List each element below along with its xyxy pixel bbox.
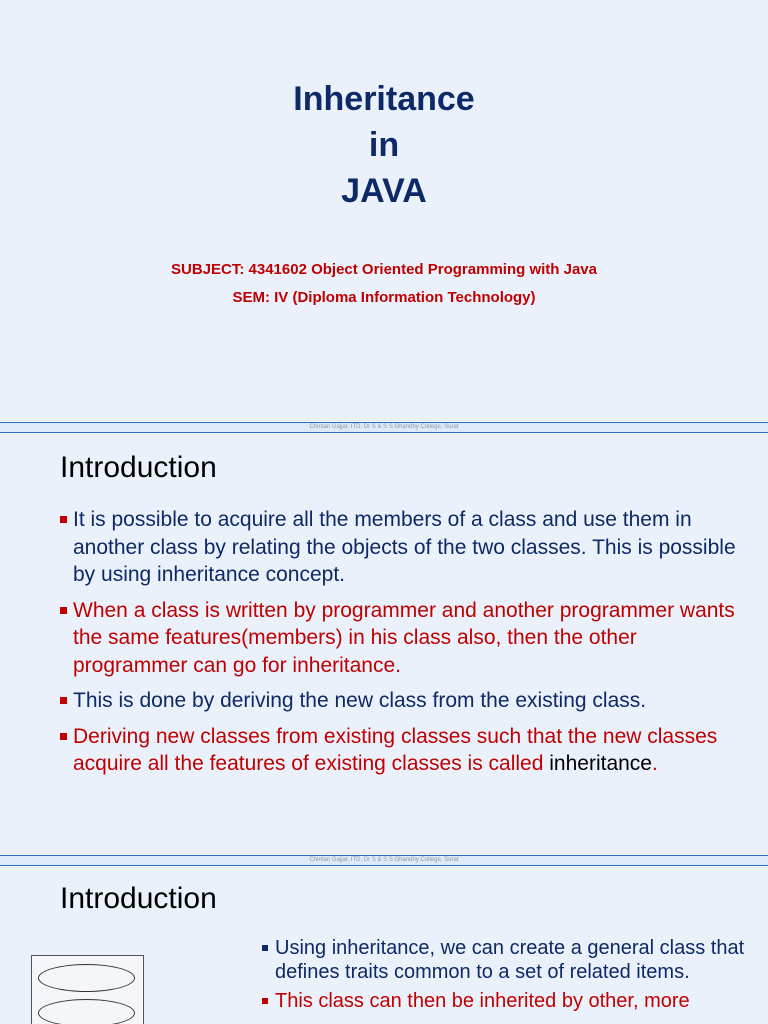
subject-line: SUBJECT: 4341602 Object Oriented Programming with Java [171, 261, 597, 278]
bullet-text: This class can then be inherited by other, more [275, 990, 690, 1012]
slide-heading: Introduction [60, 882, 217, 915]
bullet-square-icon [60, 607, 67, 614]
bullet-item [262, 990, 752, 1014]
bullet-square-icon [262, 945, 268, 951]
bullet-square-icon [60, 733, 67, 740]
slide-footer: Chintan Gajjar, ITD, Dr S & S S Ghandhy College, Surat [0, 422, 768, 433]
ellipse-shape [38, 999, 135, 1024]
bullet-text: Deriving new classes from existing classes such that the new classes acquire all the features of existing classes is called [73, 724, 718, 775]
bullet-square-icon [262, 998, 268, 1004]
bullet-square-icon [60, 516, 67, 523]
introduction-slide [0, 433, 768, 856]
introduction-slide-2 [0, 866, 768, 1024]
title-slide [0, 0, 768, 422]
title-line-3: JAVA [341, 172, 427, 210]
bullet-item [60, 687, 750, 715]
semester-line: SEM: IV (Diploma Information Technology) [232, 289, 536, 306]
inheritance-term: inheritance [549, 752, 652, 775]
bullet-list [60, 506, 750, 786]
bullet-item [262, 937, 752, 984]
bullet-list [262, 937, 752, 1020]
bullet-item [60, 723, 750, 778]
bullet-square-icon [60, 697, 67, 704]
ellipse-shape [38, 964, 135, 992]
bullet-text: It is possible to acquire all the members of a class and use them in another class by relating the objects of the two classes. This is possible by using inheritance concept. [73, 508, 736, 586]
slide-subtitle [0, 256, 768, 312]
slide-footer: Chintan Gajjar, ITD, Dr S & S S Ghandhy College, Surat [0, 855, 768, 866]
bullet-text: When a class is written by programmer and another programmer wants the same features(members) in his class also, then the other programmer can go for inheritance. [73, 598, 735, 677]
slide-heading: Introduction [60, 451, 217, 484]
bullet-period: . [651, 752, 658, 775]
bullet-text: This is done by deriving the new class from the existing class. [73, 689, 647, 712]
title-line-1: Inheritance [293, 80, 475, 118]
slide-title [0, 76, 768, 214]
title-line-2: in [368, 126, 400, 164]
bullet-item [60, 597, 750, 680]
class-diagram [31, 955, 144, 1024]
bullet-text: Using inheritance, we can create a general class that defines traits common to a set of related items. [275, 937, 745, 983]
bullet-item [60, 506, 750, 589]
